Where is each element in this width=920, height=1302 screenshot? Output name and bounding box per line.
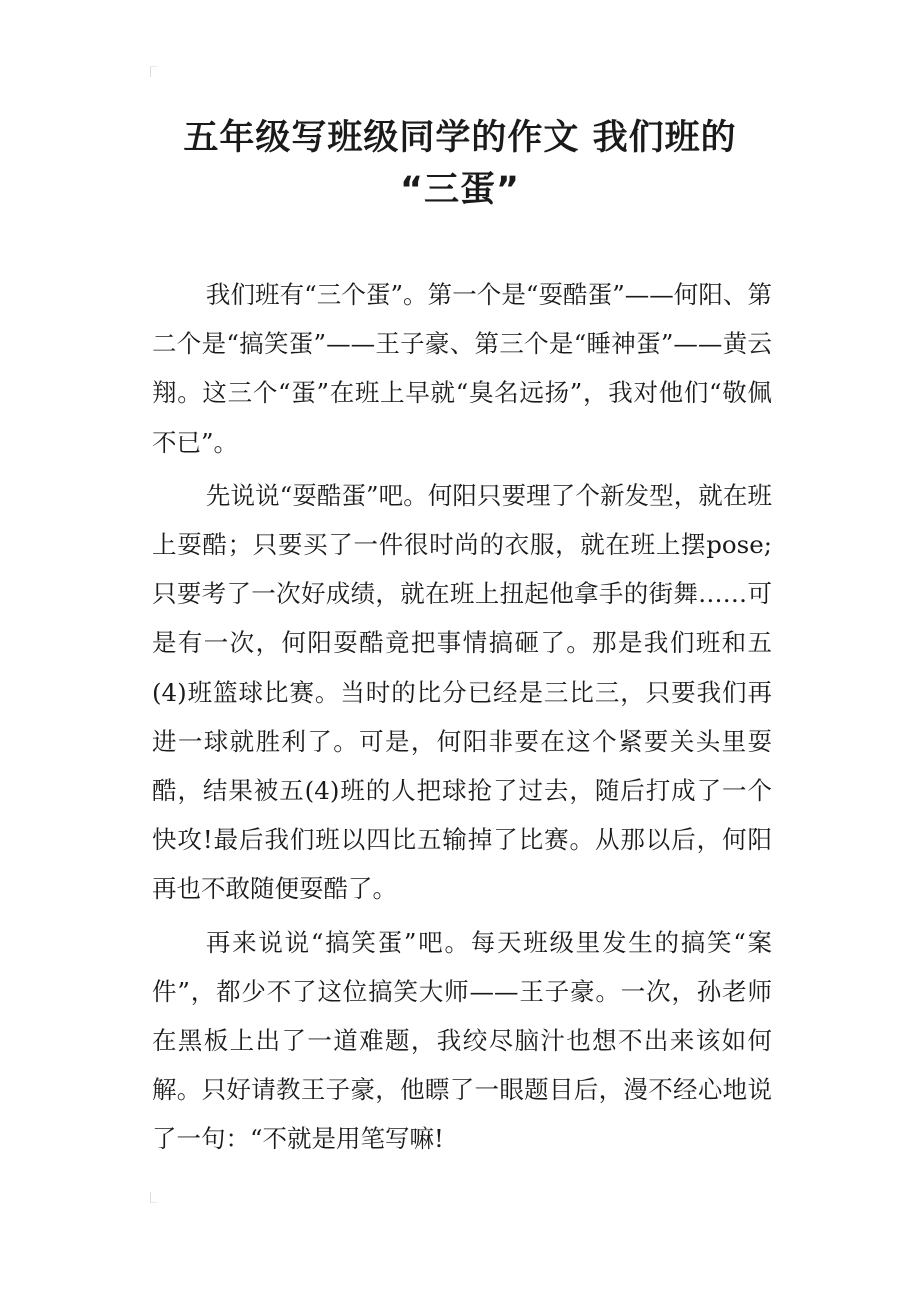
paragraph-1: 我们班有“三个蛋”。第一个是“耍酷蛋”——何阳、第二个是“搞笑蛋”——王子豪、第三个是“睡神蛋”——黄云翔。这三个“蛋”在班上早就“臭名远扬”，我对他们“敬佩不已”。 — [152, 280, 772, 457]
corner-mark-top — [150, 66, 157, 77]
title-line-2: “三蛋” — [399, 170, 520, 210]
title-line-1: 五年级写班级同学的作文 我们班的 — [183, 118, 737, 158]
document-title — [120, 112, 800, 216]
corner-mark-bottom — [150, 1192, 157, 1203]
paragraph-3: 再来说说“搞笑蛋”吧。每天班级里发生的搞笑“案件”，都少不了这位搞笑大师——王子豪。一次，孙老师在黑板上出了一道难题，我绞尽脑汁也想不出来该如何解。只好请教王子豪，他瞟了一眼题目后，漫不经心地说了一句：“不就是用笔写嘛! — [152, 927, 772, 1154]
paragraph-2: 先说说“耍酷蛋”吧。何阳只要理了个新发型，就在班上耍酷；只要买了一件很时尚的衣服，就在班上摆pose;只要考了一次好成绩，就在班上扭起他拿手的街舞……可是有一次，何阳耍酷竟把事情搞砸了。那是我们班和五(4)班篮球比赛。当时的比分已经是三比三，只要我们再进一球就胜利了。可是，何阳非要在这个紧要关头里耍酷，结果被五(4)班的人把球抢了过去，随后打成了一个快攻!最后我们班以四比五输掉了比赛。从那以后，何阳再也不敢随便耍酷了。 — [152, 480, 772, 904]
document-body — [152, 270, 772, 1168]
